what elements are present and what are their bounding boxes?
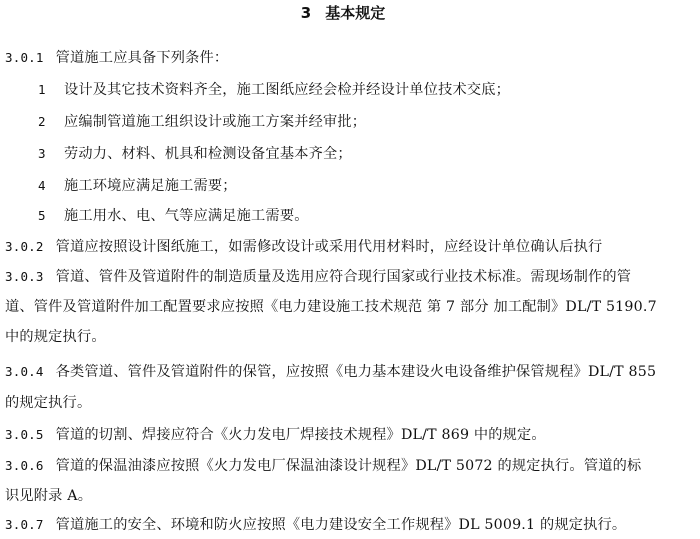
clause-3-0-7 (5, 515, 626, 535)
clause-number: 3.0.1 (5, 50, 44, 65)
item-text: 施工用水、电、气等应满足施工需要。 (64, 208, 309, 224)
clause-3-0-4 (5, 362, 656, 382)
item-number: 5 (38, 208, 46, 223)
item-text: 施工环境应满足施工需要； (64, 178, 237, 194)
item-text: 设计及其它技术资料齐全，施工图纸应经会检并经设计单位技术交底； (64, 82, 511, 98)
clause-text: 管道、管件及管道附件的制造质量及选用应符合现行国家或行业技术标准。需现场制作的管 (55, 269, 632, 285)
clause-3-0-2 (5, 237, 602, 257)
clause-text: 管道施工的安全、环境和防火应按照《电力建设安全工作规程》DL 5009.1 的规定执行。 (55, 517, 627, 533)
list-item (38, 80, 510, 100)
item-text: 应编制管道施工组织设计或施工方案并经审批； (64, 114, 367, 130)
clause-text: 管道的切割、焊接应符合《火力发电厂焊接技术规程》DL/T 869 中的规定。 (55, 427, 546, 443)
section-title (0, 2, 700, 23)
clause-text: 管道施工应具备下列条件： (55, 50, 229, 66)
clause-number: 3.0.3 (5, 269, 44, 284)
clause-continuation: 中的规定执行。 (5, 329, 106, 345)
list-item (38, 176, 237, 196)
clause-3-0-1 (5, 48, 228, 68)
clause-number: 3.0.6 (5, 458, 44, 473)
section-number: 3 (300, 4, 312, 22)
item-text: 劳动力、材料、机具和检测设备宜基本齐全； (64, 146, 352, 162)
item-number: 2 (38, 114, 46, 129)
clause-number: 3.0.5 (5, 427, 44, 442)
clause-3-0-3 (5, 267, 631, 287)
clause-text: 各类管道、管件及管道附件的保管，应按照《电力基本建设火电设备维护保管规程》DL/T 855 (55, 364, 657, 380)
list-item (38, 206, 309, 226)
clause-text: 管道的保温油漆应按照《火力发电厂保温油漆设计规程》DL/T 5072 的规定执行。管道的标 (55, 458, 642, 474)
clause-continuation: 的规定执行。 (5, 395, 92, 411)
item-number: 4 (38, 178, 46, 193)
clause-continuation: 识见附录 A。 (5, 488, 93, 504)
clause-3-0-5 (5, 425, 546, 445)
clause-number: 3.0.2 (5, 239, 44, 254)
list-item (38, 144, 352, 164)
clause-continuation: 道、管件及管道附件加工配置要求应按照《电力建设施工技术规范 第 7 部分 加工配制》DL/T 5190.7 (5, 299, 657, 315)
item-number: 1 (38, 82, 46, 97)
clause-text: 管道应按照设计图纸施工，如需修改设计或采用代用材料时，应经设计单位确认后执行 (55, 239, 603, 255)
clause-number: 3.0.4 (5, 364, 44, 379)
clause-number: 3.0.7 (5, 517, 44, 532)
list-item (38, 112, 366, 132)
section-heading: 基本规定 (325, 4, 386, 22)
clause-3-0-6 (5, 456, 641, 476)
item-number: 3 (38, 146, 46, 161)
